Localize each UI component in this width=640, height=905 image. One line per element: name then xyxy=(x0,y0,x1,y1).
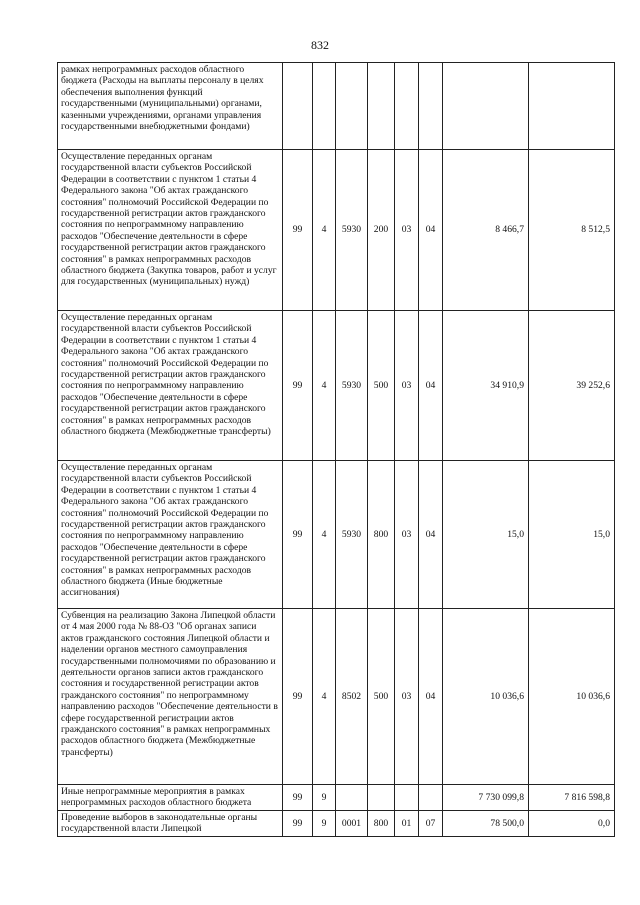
section-code: 03 xyxy=(395,609,419,785)
program-code: 99 xyxy=(283,150,313,311)
subsection-code: 04 xyxy=(419,609,443,785)
subprogram-code: 4 xyxy=(313,609,336,785)
amount-year-1: 15,0 xyxy=(443,461,529,609)
table-row xyxy=(58,811,615,837)
row-description: Осуществление переданных органам государственной власти субъектов Российской Федерации в соответствии с пунктом 1 статьи 4 Федерального закона "Об актах гражданского состояния" полномочий Российской Федерации по государственной регистрации актов гражданского состояния по непрограммному направлению расходов "Обеспечение деятельности в сфере государственной регистрации актов гражданского состояния" в рамках непрограммных расходов областного бюджета (Межбюджетные трансферты) xyxy=(58,311,283,461)
program-code: 99 xyxy=(283,461,313,609)
expense-type-code: 800 xyxy=(368,811,395,837)
row-description: Проведение выборов в законодательные органы государственной власти Липецкой xyxy=(58,811,283,837)
amount-year-2: 15,0 xyxy=(529,461,615,609)
subprogram-code: 9 xyxy=(313,785,336,811)
direction-code: 5930 xyxy=(336,461,368,609)
amount-year-1: 7 730 099,8 xyxy=(443,785,529,811)
subsection-code: 04 xyxy=(419,150,443,311)
expense-type-code: 500 xyxy=(368,311,395,461)
amount-year-2: 0,0 xyxy=(529,811,615,837)
amount-year-2 xyxy=(529,63,615,150)
program-code: 99 xyxy=(283,609,313,785)
row-description: Субвенция на реализацию Закона Липецкой области от 4 мая 2000 года № 88-ОЗ "Об органах записи актов гражданского состояния Липецкой области и наделении органов местного самоуправления государственными полномочиями по образованию и деятельности органов записи актов гражданского состояния и государственной регистрации актов гражданского состояния" по непрограммному направлению расходов "Обеспечение деятельности в сфере государственной регистрации актов гражданского состояния" в рамках непрограммных расходов областного бюджета (Межбюджетные трансферты) xyxy=(58,609,283,785)
section-code: 03 xyxy=(395,461,419,609)
expense-type-code xyxy=(368,785,395,811)
budget-table xyxy=(57,62,615,837)
section-code: 03 xyxy=(395,311,419,461)
amount-year-1: 8 466,7 xyxy=(443,150,529,311)
row-description: Осуществление переданных органам государственной власти субъектов Российской Федерации в соответствии с пунктом 1 статьи 4 Федерального закона "Об актах гражданского состояния" полномочий Российской Федерации по государственной регистрации актов гражданского состояния по непрограммному направлению расходов "Обеспечение деятельности в сфере государственной регистрации актов гражданского состояния" в рамках непрограммных расходов областного бюджета (Иные бюджетные ассигнования) xyxy=(58,461,283,609)
expense-type-code: 500 xyxy=(368,609,395,785)
direction-code: 0001 xyxy=(336,811,368,837)
row-description: Иные непрограммные мероприятия в рамках непрограммных расходов областного бюджета xyxy=(58,785,283,811)
table-row xyxy=(58,150,615,311)
expense-type-code: 800 xyxy=(368,461,395,609)
amount-year-1: 34 910,9 xyxy=(443,311,529,461)
subprogram-code: 4 xyxy=(313,311,336,461)
amount-year-2: 39 252,6 xyxy=(529,311,615,461)
row-description: рамках непрограммных расходов областного бюджета (Расходы на выплаты персоналу в целях обеспечения выполнения функций государственными (муниципальными) органами, казенными учреждениями, органами управления государственными внебюджетными фондами) xyxy=(58,63,283,150)
program-code xyxy=(283,63,313,150)
amount-year-2: 8 512,5 xyxy=(529,150,615,311)
subsection-code: 04 xyxy=(419,461,443,609)
subsection-code: 07 xyxy=(419,811,443,837)
table-row xyxy=(58,785,615,811)
page-number: 832 xyxy=(311,38,329,52)
section-code xyxy=(395,63,419,150)
section-code xyxy=(395,785,419,811)
amount-year-1: 10 036,6 xyxy=(443,609,529,785)
program-code: 99 xyxy=(283,811,313,837)
amount-year-1: 78 500,0 xyxy=(443,811,529,837)
direction-code: 5930 xyxy=(336,311,368,461)
direction-code: 5930 xyxy=(336,150,368,311)
amount-year-2: 10 036,6 xyxy=(529,609,615,785)
direction-code: 8502 xyxy=(336,609,368,785)
direction-code xyxy=(336,785,368,811)
table-row xyxy=(58,461,615,609)
row-description: Осуществление переданных органам государственной власти субъектов Российской Федерации в соответствии с пунктом 1 статьи 4 Федерального закона "Об актах гражданского состояния" полномочий Российской Федерации по государственной регистрации актов гражданского состояния по непрограммному направлению расходов "Обеспечение деятельности в сфере государственной регистрации актов гражданского состояния" в рамках непрограммных расходов областного бюджета (Закупка товаров, работ и услуг для государственных (муниципальных) нужд) xyxy=(58,150,283,311)
subprogram-code: 4 xyxy=(313,461,336,609)
subprogram-code xyxy=(313,63,336,150)
table-row xyxy=(58,609,615,785)
expense-type-code xyxy=(368,63,395,150)
direction-code xyxy=(336,63,368,150)
subsection-code xyxy=(419,63,443,150)
program-code: 99 xyxy=(283,311,313,461)
section-code: 01 xyxy=(395,811,419,837)
section-code: 03 xyxy=(395,150,419,311)
amount-year-1 xyxy=(443,63,529,150)
subprogram-code: 9 xyxy=(313,811,336,837)
expense-type-code: 200 xyxy=(368,150,395,311)
subsection-code xyxy=(419,785,443,811)
table-row xyxy=(58,311,615,461)
amount-year-2: 7 816 598,8 xyxy=(529,785,615,811)
table-row xyxy=(58,63,615,150)
subprogram-code: 4 xyxy=(313,150,336,311)
subsection-code: 04 xyxy=(419,311,443,461)
program-code: 99 xyxy=(283,785,313,811)
